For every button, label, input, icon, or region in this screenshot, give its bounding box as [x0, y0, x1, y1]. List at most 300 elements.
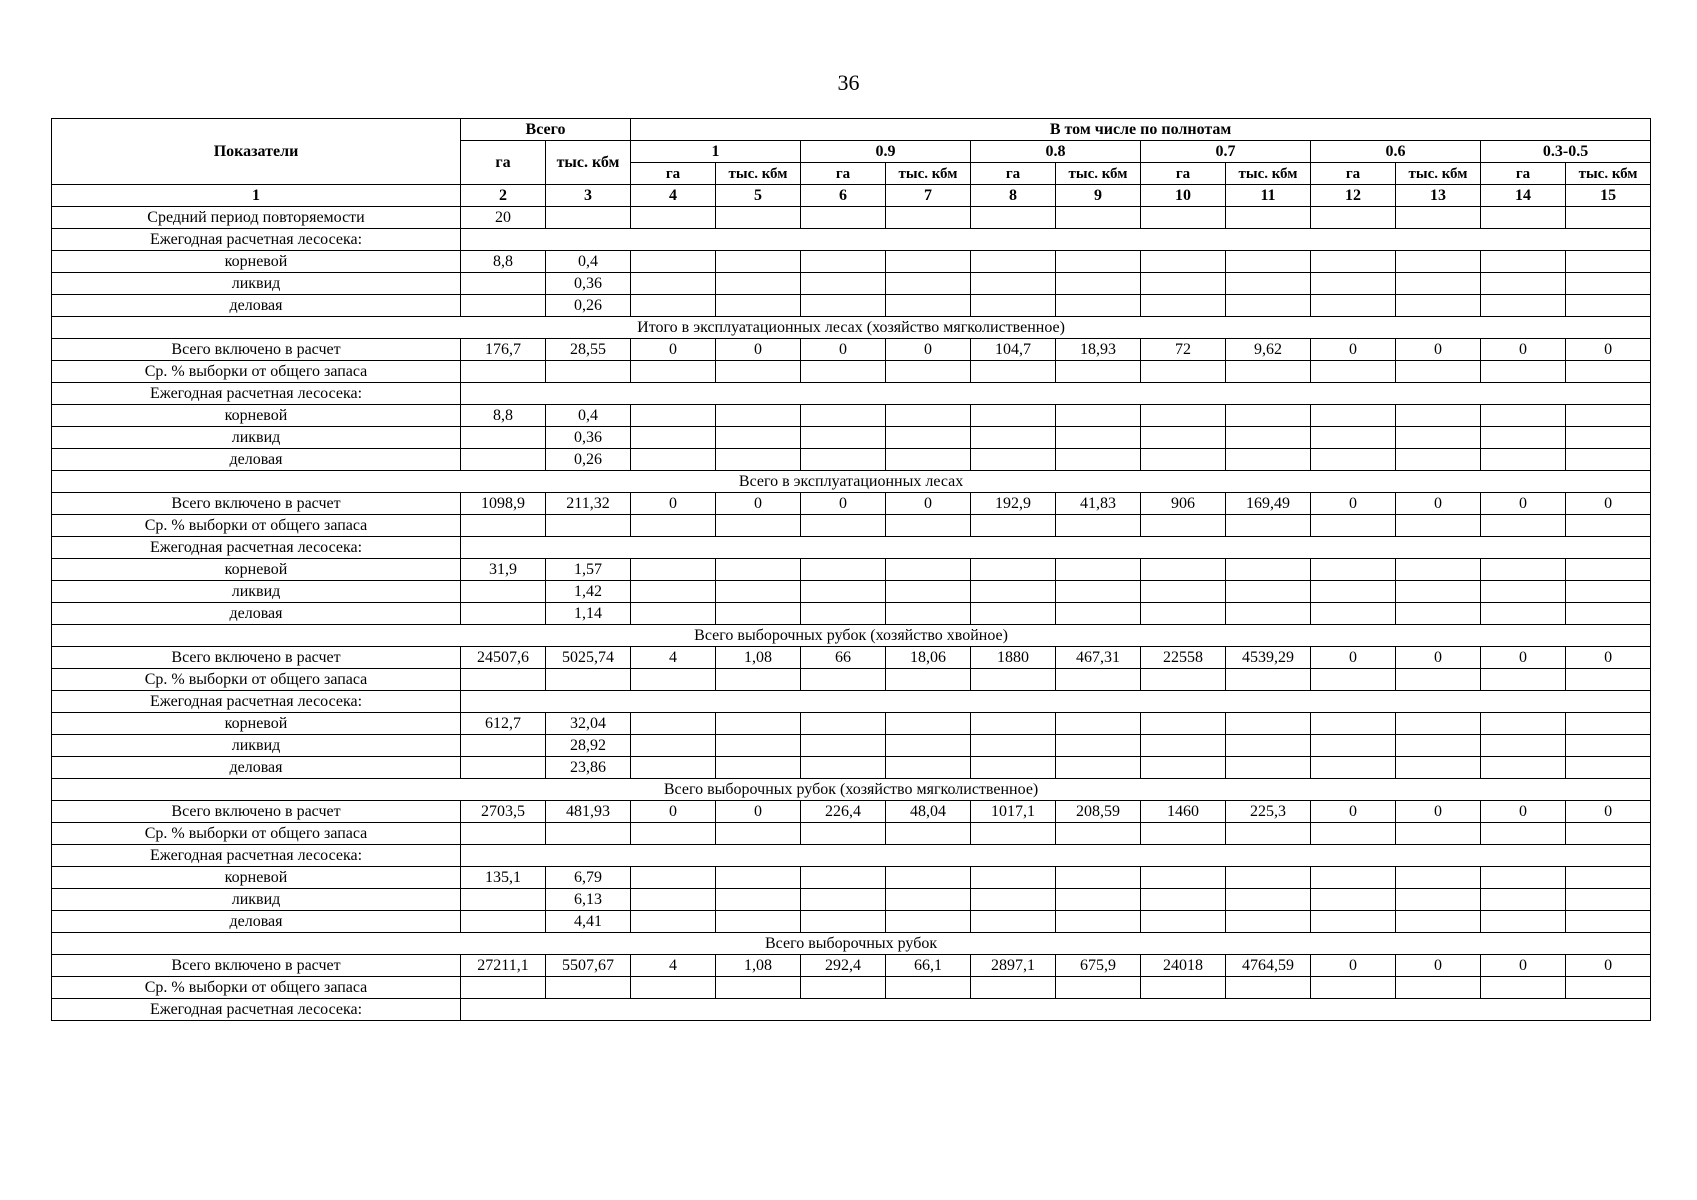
- table-cell: [886, 559, 971, 581]
- table-cell: [716, 251, 801, 273]
- table-cell: [1311, 295, 1396, 317]
- table-cell: [1566, 361, 1651, 383]
- table-cell: 1017,1: [971, 801, 1056, 823]
- forest-cutting-table: [51, 118, 1651, 1021]
- table-row: [52, 251, 1651, 273]
- table-cell: [1311, 251, 1396, 273]
- table-body: [52, 207, 1651, 1021]
- table-cell: 31,9: [461, 559, 546, 581]
- header-group-1: 1: [631, 141, 801, 163]
- table-cell: [1056, 449, 1141, 471]
- table-cell: [801, 669, 886, 691]
- column-number: 4: [631, 185, 716, 207]
- table-cell: [886, 867, 971, 889]
- table-cell: [886, 669, 971, 691]
- table-cell: [1481, 735, 1566, 757]
- table-cell: [1396, 449, 1481, 471]
- subheader-kbm: тыс. кбм: [1566, 163, 1651, 185]
- header-total-kbm: тыс. кбм: [546, 141, 631, 185]
- table-cell: [971, 977, 1056, 999]
- table-cell: [1481, 669, 1566, 691]
- table-cell: [1141, 295, 1226, 317]
- table-cell: [1141, 515, 1226, 537]
- table-cell: [1481, 273, 1566, 295]
- table-cell: [801, 273, 886, 295]
- table-cell: [1396, 669, 1481, 691]
- table-cell: [1226, 911, 1311, 933]
- table-cell: 0: [801, 493, 886, 515]
- table-cell: [1141, 735, 1226, 757]
- table-cell: 2897,1: [971, 955, 1056, 977]
- column-number: 9: [1056, 185, 1141, 207]
- table-cell: [1056, 295, 1141, 317]
- table-cell: [1481, 911, 1566, 933]
- table-row: [52, 361, 1651, 383]
- section-row: [52, 779, 1651, 801]
- table-cell: [631, 757, 716, 779]
- row-label: Всего включено в расчет: [52, 801, 461, 823]
- table-cell: [971, 889, 1056, 911]
- table-cell: [1481, 889, 1566, 911]
- table-cell: [1481, 251, 1566, 273]
- table-cell: [886, 295, 971, 317]
- table-cell: [1396, 207, 1481, 229]
- table-cell: [1481, 207, 1566, 229]
- table-row: [52, 515, 1651, 537]
- table-cell: [971, 449, 1056, 471]
- table-cell: [886, 449, 971, 471]
- row-label: Всего включено в расчет: [52, 647, 461, 669]
- table-cell: [631, 427, 716, 449]
- table-row: [52, 999, 1651, 1021]
- table-cell: [1056, 757, 1141, 779]
- table-cell: 18,06: [886, 647, 971, 669]
- table-row: [52, 845, 1651, 867]
- table-row: [52, 735, 1651, 757]
- row-label: ликвид: [52, 581, 461, 603]
- table-cell: [801, 361, 886, 383]
- table-cell: [1566, 757, 1651, 779]
- header-group-0-7: 0.7: [1141, 141, 1311, 163]
- table-cell: [1226, 295, 1311, 317]
- table-cell: [716, 867, 801, 889]
- row-label: Ежегодная расчетная лесосека:: [52, 383, 461, 405]
- table-cell: [1481, 295, 1566, 317]
- table-cell: [461, 669, 546, 691]
- table-cell: [716, 515, 801, 537]
- table-cell: [1056, 823, 1141, 845]
- table-cell: [1056, 911, 1141, 933]
- table-row: [52, 207, 1651, 229]
- table-cell: [1566, 559, 1651, 581]
- table-cell: [631, 603, 716, 625]
- table-cell: [801, 207, 886, 229]
- table-cell: [461, 427, 546, 449]
- row-label: Ср. % выборки от общего запаса: [52, 669, 461, 691]
- table-cell: 2703,5: [461, 801, 546, 823]
- table-cell: 0: [1481, 339, 1566, 361]
- table-cell: 104,7: [971, 339, 1056, 361]
- header-group-0-3-0-5: 0.3-0.5: [1481, 141, 1651, 163]
- table-cell: 1,08: [716, 955, 801, 977]
- table-cell: [1311, 867, 1396, 889]
- table-header: [52, 119, 1651, 207]
- table-cell: [631, 361, 716, 383]
- table-cell: [801, 713, 886, 735]
- table-cell: 0: [1566, 493, 1651, 515]
- subheader-kbm: тыс. кбм: [1056, 163, 1141, 185]
- table-row: [52, 229, 1651, 251]
- table-cell: [801, 823, 886, 845]
- table-cell: 0: [1481, 801, 1566, 823]
- table-cell: [1226, 581, 1311, 603]
- table-cell: [1056, 427, 1141, 449]
- table-cell: [1396, 889, 1481, 911]
- table-cell: [886, 207, 971, 229]
- table-cell: [1566, 295, 1651, 317]
- table-cell: [1141, 449, 1226, 471]
- table-cell: [1481, 449, 1566, 471]
- table-cell: 4539,29: [1226, 647, 1311, 669]
- table-cell: 226,4: [801, 801, 886, 823]
- table-row: [52, 823, 1651, 845]
- table-cell: [971, 405, 1056, 427]
- table-cell: 24018: [1141, 955, 1226, 977]
- table-cell: [1566, 581, 1651, 603]
- table-cell: [886, 427, 971, 449]
- table-cell: [716, 449, 801, 471]
- table-cell: [1141, 757, 1226, 779]
- empty-cell: [461, 691, 1651, 713]
- row-label: Ср. % выборки от общего запаса: [52, 823, 461, 845]
- table-cell: [716, 295, 801, 317]
- table-cell: 0: [631, 493, 716, 515]
- table-cell: [1396, 735, 1481, 757]
- table-cell: [631, 559, 716, 581]
- table-cell: 48,04: [886, 801, 971, 823]
- table-cell: [1226, 273, 1311, 295]
- row-label: корневой: [52, 405, 461, 427]
- empty-cell: [461, 537, 1651, 559]
- table-cell: 0: [1311, 493, 1396, 515]
- table-cell: [631, 273, 716, 295]
- table-cell: 41,83: [1056, 493, 1141, 515]
- section-row: [52, 933, 1651, 955]
- header-total-ha: га: [461, 141, 546, 185]
- table-cell: [716, 889, 801, 911]
- table-cell: [886, 889, 971, 911]
- table-cell: [801, 405, 886, 427]
- empty-cell: [461, 999, 1651, 1021]
- table-cell: 169,49: [1226, 493, 1311, 515]
- subheader-kbm: тыс. кбм: [1226, 163, 1311, 185]
- table-cell: 0: [1311, 647, 1396, 669]
- table-cell: [631, 405, 716, 427]
- table-cell: [1566, 515, 1651, 537]
- subheader-kbm: тыс. кбм: [886, 163, 971, 185]
- table-cell: 0: [1396, 339, 1481, 361]
- table-row: [52, 647, 1651, 669]
- table-cell: [1311, 427, 1396, 449]
- table-cell: [1311, 977, 1396, 999]
- table-cell: [1481, 581, 1566, 603]
- table-cell: [716, 273, 801, 295]
- table-cell: 0: [631, 801, 716, 823]
- table-cell: [1566, 251, 1651, 273]
- row-label: Средний период повторяемости: [52, 207, 461, 229]
- table-cell: 0,26: [546, 295, 631, 317]
- row-label: Ежегодная расчетная лесосека:: [52, 537, 461, 559]
- table-cell: [971, 603, 1056, 625]
- table-cell: 0: [1396, 801, 1481, 823]
- table-cell: [801, 559, 886, 581]
- table-cell: [1056, 669, 1141, 691]
- row-label: Всего включено в расчет: [52, 493, 461, 515]
- header-total: Всего: [461, 119, 631, 141]
- table-cell: [1481, 361, 1566, 383]
- row-label: деловая: [52, 757, 461, 779]
- table-cell: 0: [1481, 493, 1566, 515]
- page-number: 36: [837, 70, 860, 95]
- table-cell: [631, 251, 716, 273]
- table-cell: 675,9: [1056, 955, 1141, 977]
- table-row: [52, 603, 1651, 625]
- column-number: 3: [546, 185, 631, 207]
- row-label: ликвид: [52, 889, 461, 911]
- table-cell: [971, 295, 1056, 317]
- table-cell: [1566, 977, 1651, 999]
- subheader-ha: га: [1311, 163, 1396, 185]
- row-label: Ср. % выборки от общего запаса: [52, 361, 461, 383]
- table-cell: [631, 889, 716, 911]
- table-cell: [971, 669, 1056, 691]
- table-cell: 0,36: [546, 427, 631, 449]
- table-cell: [631, 581, 716, 603]
- table-cell: [1056, 515, 1141, 537]
- table-cell: 6,13: [546, 889, 631, 911]
- table-cell: [1141, 273, 1226, 295]
- table-cell: [1311, 207, 1396, 229]
- table-cell: [1481, 559, 1566, 581]
- subheader-ha: га: [631, 163, 716, 185]
- table-cell: 0: [886, 339, 971, 361]
- table-cell: [886, 405, 971, 427]
- table-cell: [1566, 273, 1651, 295]
- row-label: деловая: [52, 295, 461, 317]
- column-number: 1: [52, 185, 461, 207]
- table-cell: 0: [1311, 955, 1396, 977]
- table-cell: [1311, 669, 1396, 691]
- table-cell: [801, 911, 886, 933]
- table-cell: 0: [1566, 647, 1651, 669]
- table-cell: [1226, 427, 1311, 449]
- subheader-kbm: тыс. кбм: [1396, 163, 1481, 185]
- table-cell: 292,4: [801, 955, 886, 977]
- table-row: [52, 691, 1651, 713]
- table-cell: [886, 251, 971, 273]
- empty-cell: [461, 845, 1651, 867]
- row-label: Ежегодная расчетная лесосека:: [52, 229, 461, 251]
- table-row: [52, 911, 1651, 933]
- table-cell: 0: [1481, 955, 1566, 977]
- table-cell: [1481, 977, 1566, 999]
- table-cell: [1396, 823, 1481, 845]
- table-cell: [461, 735, 546, 757]
- table-cell: [1226, 977, 1311, 999]
- table-cell: [1056, 889, 1141, 911]
- section-row: [52, 625, 1651, 647]
- column-number-row: [52, 185, 1651, 207]
- table-cell: [461, 977, 546, 999]
- table-cell: [1056, 603, 1141, 625]
- table-cell: [801, 735, 886, 757]
- table-cell: [1481, 427, 1566, 449]
- table-cell: [461, 273, 546, 295]
- table-cell: [801, 977, 886, 999]
- table-cell: 20: [461, 207, 546, 229]
- table-cell: [461, 911, 546, 933]
- table-cell: [1141, 405, 1226, 427]
- table-cell: [1226, 449, 1311, 471]
- table-cell: [1396, 581, 1481, 603]
- table-cell: [716, 361, 801, 383]
- table-row: [52, 493, 1651, 515]
- table-cell: [886, 515, 971, 537]
- row-label: деловая: [52, 449, 461, 471]
- table-cell: 4764,59: [1226, 955, 1311, 977]
- table-cell: [631, 207, 716, 229]
- section-row: [52, 471, 1651, 493]
- table-cell: [1226, 889, 1311, 911]
- table-cell: [1226, 603, 1311, 625]
- table-row: [52, 801, 1651, 823]
- table-cell: 192,9: [971, 493, 1056, 515]
- table-cell: [971, 757, 1056, 779]
- row-label: корневой: [52, 713, 461, 735]
- table-cell: [1141, 911, 1226, 933]
- table-cell: [631, 867, 716, 889]
- section-title: Всего выборочных рубок (хозяйство хвойное): [52, 625, 1651, 647]
- table-cell: [1396, 251, 1481, 273]
- table-cell: 72: [1141, 339, 1226, 361]
- table-cell: [1056, 977, 1141, 999]
- table-cell: [1311, 603, 1396, 625]
- table-cell: [1141, 867, 1226, 889]
- section-title: Всего в эксплуатационных лесах: [52, 471, 1651, 493]
- header-group-0-6: 0.6: [1311, 141, 1481, 163]
- row-label: ликвид: [52, 273, 461, 295]
- table-row: [52, 757, 1651, 779]
- table-cell: 1880: [971, 647, 1056, 669]
- table-cell: [1566, 867, 1651, 889]
- table-cell: [801, 889, 886, 911]
- table-row: [52, 449, 1651, 471]
- table-cell: 1098,9: [461, 493, 546, 515]
- table-cell: [801, 295, 886, 317]
- table-cell: 0: [1481, 647, 1566, 669]
- table-cell: [1141, 603, 1226, 625]
- table-cell: [1566, 735, 1651, 757]
- table-cell: [1396, 361, 1481, 383]
- table-cell: 8,8: [461, 251, 546, 273]
- table-row: [52, 537, 1651, 559]
- header-including: В том числе по полнотам: [631, 119, 1651, 141]
- table-cell: 4: [631, 647, 716, 669]
- table-cell: [971, 559, 1056, 581]
- row-label: ликвид: [52, 735, 461, 757]
- table-cell: 28,55: [546, 339, 631, 361]
- table-cell: [631, 713, 716, 735]
- table-cell: [801, 515, 886, 537]
- table-cell: [886, 757, 971, 779]
- table-cell: [801, 757, 886, 779]
- table-cell: 0: [716, 339, 801, 361]
- table-cell: [1311, 757, 1396, 779]
- table-cell: [1311, 911, 1396, 933]
- table-cell: [1226, 713, 1311, 735]
- table-cell: [716, 427, 801, 449]
- row-label: корневой: [52, 251, 461, 273]
- table-cell: [631, 823, 716, 845]
- header-group-0-8: 0.8: [971, 141, 1141, 163]
- table-cell: 211,32: [546, 493, 631, 515]
- table-cell: 0: [1566, 339, 1651, 361]
- column-number: 14: [1481, 185, 1566, 207]
- table-cell: [1141, 251, 1226, 273]
- table-cell: 4: [631, 955, 716, 977]
- table-cell: [1481, 405, 1566, 427]
- table-cell: [1566, 669, 1651, 691]
- table-cell: [461, 757, 546, 779]
- table-cell: [1396, 273, 1481, 295]
- table-cell: [1226, 823, 1311, 845]
- table-row: [52, 383, 1651, 405]
- table-cell: [716, 559, 801, 581]
- table-cell: [1396, 713, 1481, 735]
- table-cell: [1141, 207, 1226, 229]
- section-title: Всего выборочных рубок (хозяйство мягколиственное): [52, 779, 1651, 801]
- row-label: Ср. % выборки от общего запаса: [52, 515, 461, 537]
- table-cell: 225,3: [1226, 801, 1311, 823]
- table-cell: [886, 361, 971, 383]
- row-label: деловая: [52, 603, 461, 625]
- table-cell: [801, 449, 886, 471]
- table-row: [52, 273, 1651, 295]
- table-cell: [1226, 405, 1311, 427]
- table-cell: [1566, 603, 1651, 625]
- table-cell: [1566, 911, 1651, 933]
- header-indicators: Показатели: [52, 119, 461, 185]
- row-label: Всего включено в расчет: [52, 955, 461, 977]
- row-label: Ежегодная расчетная лесосека:: [52, 845, 461, 867]
- table-cell: 9,62: [1226, 339, 1311, 361]
- table-cell: [1141, 977, 1226, 999]
- subheader-ha: га: [1481, 163, 1566, 185]
- table-cell: 467,31: [1056, 647, 1141, 669]
- table-cell: 66,1: [886, 955, 971, 977]
- table-cell: [1226, 757, 1311, 779]
- table-cell: [971, 427, 1056, 449]
- table-cell: [971, 515, 1056, 537]
- table-cell: 66: [801, 647, 886, 669]
- table-cell: [1311, 581, 1396, 603]
- table-cell: [1311, 515, 1396, 537]
- table-cell: 1,57: [546, 559, 631, 581]
- table-cell: [1056, 273, 1141, 295]
- column-number: 13: [1396, 185, 1481, 207]
- table-cell: [971, 273, 1056, 295]
- table-cell: [886, 273, 971, 295]
